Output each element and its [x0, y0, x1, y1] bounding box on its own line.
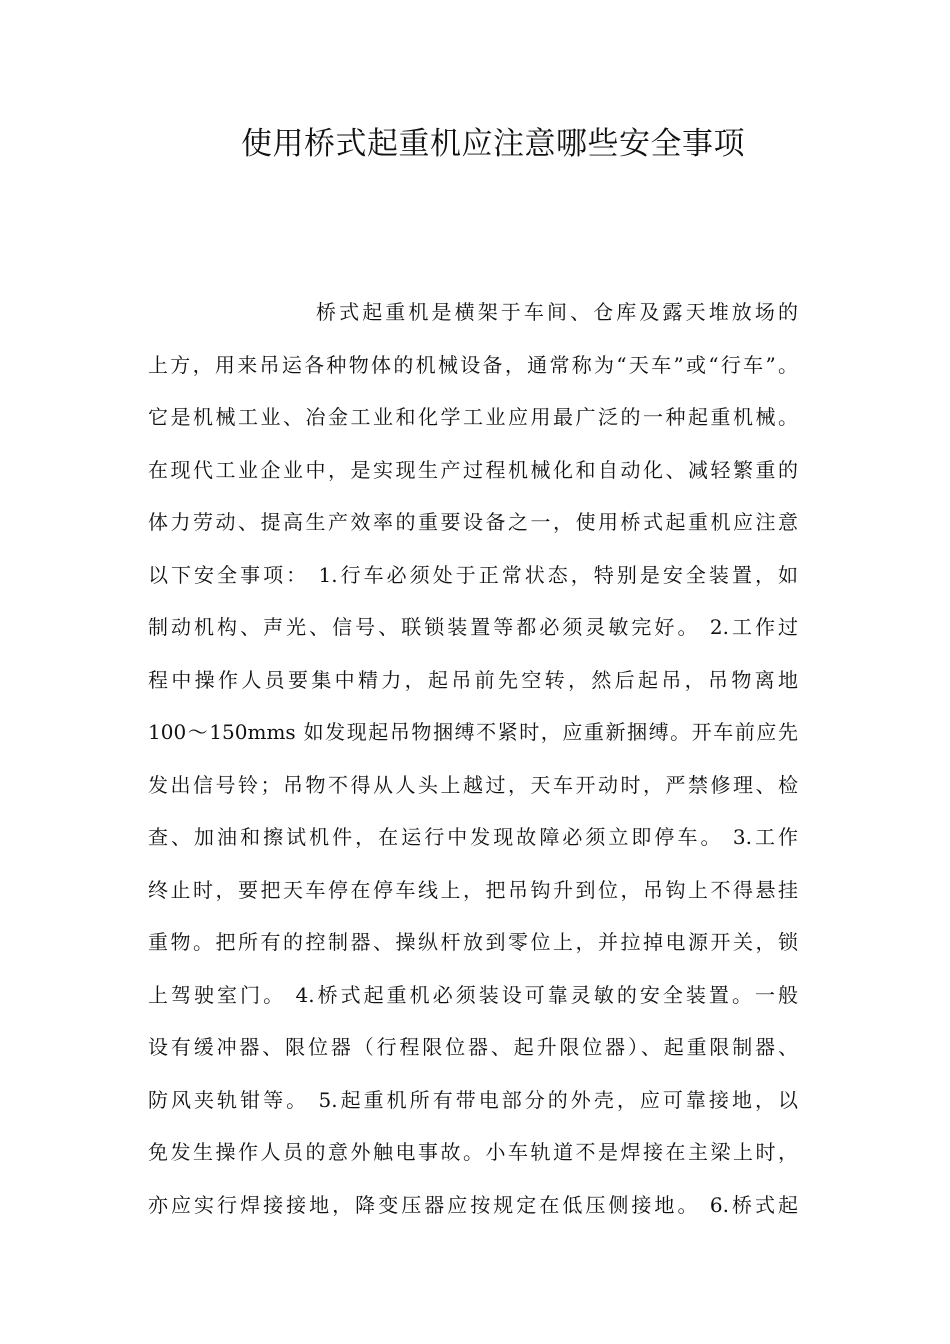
body-line: 免发生操作人员的意外触电事故。小车轨道不是焊接在主梁上时， [148, 1140, 798, 1164]
body-line: 发出信号铃；吊物不得从人头上越过，天车开动时，严禁修理、检 [148, 772, 798, 797]
document-title: 使用桥式起重机应注意哪些安全事项 [241, 126, 745, 162]
body-line: 终止时，要把天车停在停车线上，把吊钩升到位，吊钩上不得悬挂 [148, 877, 798, 902]
body-line: 防风夹轨钳等。 5.起重机所有带电部分的外壳，应可靠接地，以 [148, 1087, 798, 1112]
document-body [148, 286, 798, 1231]
body-line: 体力劳动、提高生产效率的重要设备之一，使用桥式起重机应注意 [148, 510, 798, 534]
body-line: 亦应实行焊接接地，降变压器应按规定在低压侧接地。 6.桥式起 [148, 1192, 798, 1217]
body-line: 以下安全事项： 1.行车必须处于正常状态，特别是安全装置，如 [148, 562, 798, 587]
body-line: 查、加油和擦试机件，在运行中发现故障必须立即停车。 3.工作 [148, 825, 798, 849]
body-line: 在现代工业企业中，是实现生产过程机械化和自动化、减轻繁重的 [148, 457, 798, 482]
body-line: 重物。把所有的控制器、操纵杆放到零位上，并拉掉电源开关，锁 [148, 930, 798, 954]
body-line: 设有缓冲器、限位器（行程限位器、起升限位器）、起重限制器、 [148, 1035, 798, 1059]
body-line: 程中操作人员要集中精力，起吊前先空转，然后起吊，吊物离地 [148, 667, 798, 692]
body-line: 100～150mms 如发现起吊物捆缚不紧时，应重新捆缚。开车前应先 [148, 720, 798, 744]
body-line: 上驾驶室门。 4.桥式起重机必须装设可靠灵敏的安全装置。一般 [148, 982, 798, 1007]
body-line: 制动机构、声光、信号、联锁装置等都必须灵敏完好。 2.工作过 [148, 615, 798, 639]
body-line: 上方，用来吊运各种物体的机械设备，通常称为“天车”或“行车”。 [148, 352, 798, 377]
body-line: 桥式起重机是横架于车间、仓库及露天堆放场的 [316, 300, 798, 324]
body-line: 它是机械工业、冶金工业和化学工业应用最广泛的一种起重机械。 [148, 405, 798, 429]
